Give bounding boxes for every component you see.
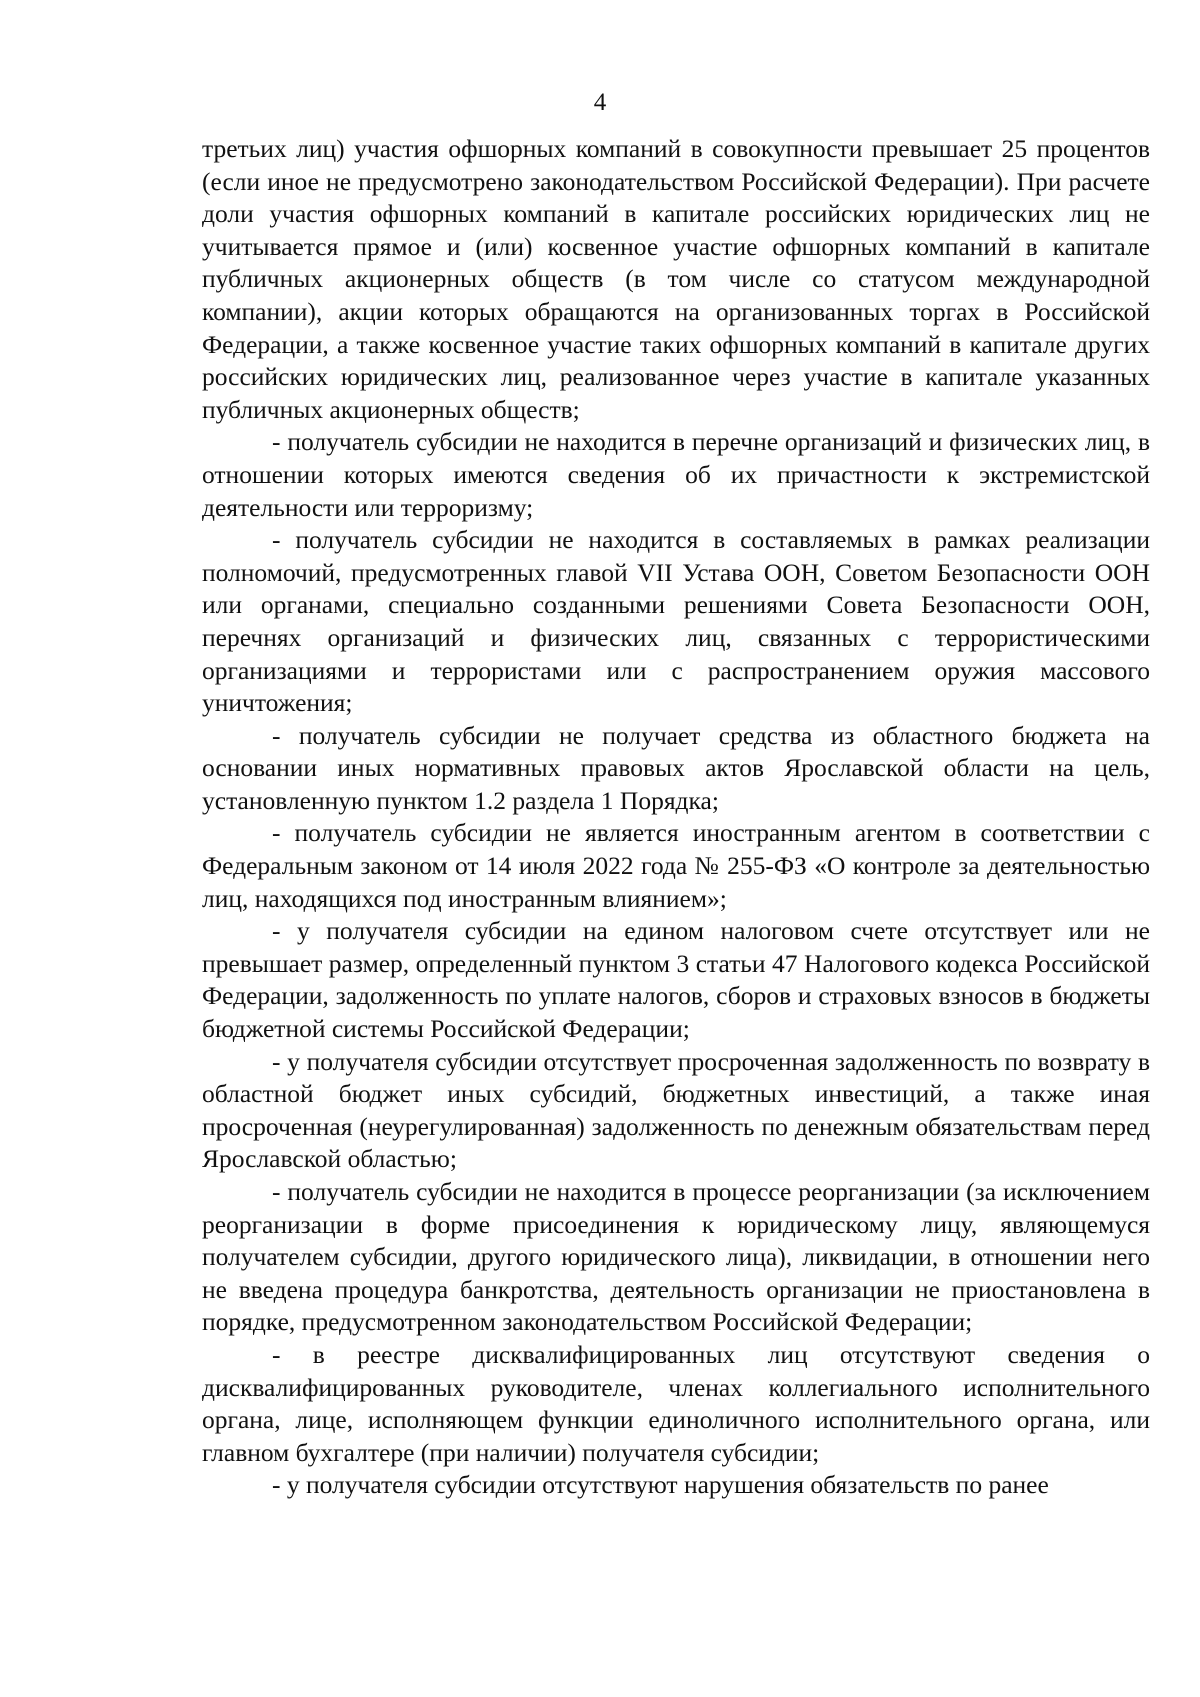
paragraph-offshore-participation: третьих лиц) участия офшорных компаний в совокупности превышает 25 процентов (если иное не предусмотрено законодательством Российской Федерации). При расчете доли участия офшорных компаний в капитале российских юридических лиц не учитывается прямое и (или) косвенное участие офшорных компаний в капитале публичных акционерных обществ (в том числе со статусом международной компании), акции которых обращаются на организованных торгах в Российской Федерации, а также косвенное участие таких офшорных компаний в капитале других российских юридических лиц, реализованное через участие в капитале указанных публичных акционерных обществ; (202, 134, 1150, 424)
paragraph-overdue-debt: - у получателя субсидии отсутствует просроченная задолженность по возврату в областной бюджет иных субсидий, бюджетных инвестиций, а также иная просроченная (неурегулированная) задолженность по денежным обязательствам перед Ярославской областью; (202, 1046, 1150, 1174)
paragraph-reorganization: - получатель субсидии не находится в процессе реорганизации (за исключением реорганизации в форме присоединения к юридическому лицу, являющемуся получателем субсидии, другого юридического лица), ликвидации, в отношении него не введена процедура банкротства, деятельность организации не приостановлена в порядке, предусмотренном законодательством Российской Федерации; (202, 1177, 1150, 1337)
paragraph-extremism-list: - получатель субсидии не находится в перечне организаций и физических лиц, в отношении которых имеются сведения об их причастности к экстремистской деятельности или терроризму; (202, 427, 1150, 522)
page-number: 4 (593, 89, 607, 116)
paragraph-obligation-violations: - у получателя субсидии отсутствуют нарушения обязательств по ранее (272, 1470, 1049, 1500)
paragraph-tax-debt: - у получателя субсидии на едином налоговом счете отсутствует или не превышает размер, определенный пунктом 3 статьи 47 Налогового кодекса Российской Федерации, задолженность по уплате налогов, сборов и страховых взносов в бюджеты бюджетной системы Российской Федерации; (202, 916, 1150, 1044)
document-body (202, 133, 1150, 1502)
paragraph-other-budget-funds: - получатель субсидии не получает средства из областного бюджета на основании иных нормативных правовых актов Ярославской области на цель, установленную пунктом 1.2 раздела 1 Порядка; (202, 720, 1150, 815)
paragraph-un-security-council-list: - получатель субсидии не находится в составляемых в рамках реализации полномочий, предусмотренных главой VII Устава ООН, Советом Безопасности ООН или органами, специально созданными решениями Совета Безопасности ООН, перечнях организаций и физических лиц, связанных с террористическими организациями и террористами или с распространением оружия массового уничтожения; (202, 525, 1150, 718)
paragraph-disqualified-persons: - в реестре дисквалифицированных лиц отсутствуют сведения о дисквалифицированных руководителе, членах коллегиального исполнительного органа, лице, исполняющем функции единоличного исполнительного органа, или главном бухгалтере (при наличии) получателя субсидии; (202, 1339, 1150, 1467)
paragraph-foreign-agent: - получатель субсидии не является иностранным агентом в соответствии с Федеральным законом от 14 июля 2022 года № 255-ФЗ «О контроле за деятельностью лиц, находящихся под иностранным влиянием»; (202, 818, 1150, 913)
